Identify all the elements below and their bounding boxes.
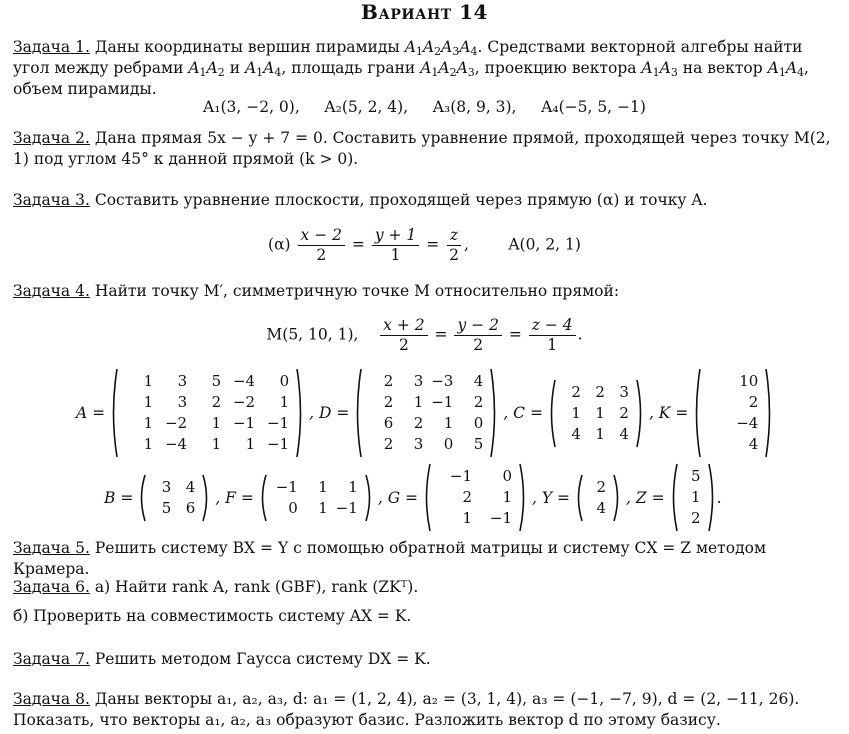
matrix-cell: 2 [383,435,394,453]
matrix-cell: −4 [232,372,256,390]
matrix-d-label: , D = [309,404,350,422]
matrix-cell: 2 [691,509,701,527]
matrix-cell: 4 [185,477,196,496]
task-5 [13,538,841,580]
matrix-cell: 1 [245,435,256,453]
left-paren [547,379,557,448]
matrix-z-label: , Z = [626,488,665,507]
matrices-row-1 [72,368,774,458]
matrix-grid [432,466,518,529]
matrix-cell: 2 [596,477,607,496]
line-alpha-label: (α) [268,235,291,254]
matrix-cell: 3 [177,372,188,390]
matrix-cell: 1 [691,488,701,506]
task-8 [13,689,841,710]
matrix-grid [702,371,764,455]
point-a1: A₁(3, −2, 0), [203,98,300,116]
matrix-cell: 0 [288,498,298,517]
task-1-text-a: Даны координаты вершин пирамиды [94,38,400,56]
matrix-d [353,368,499,458]
matrix-cell: 4 [619,424,629,443]
matrix-cell: 2 [571,382,581,401]
matrix-cell: 1 [211,435,222,453]
matrix-b [137,474,211,522]
matrix-cell: 1 [143,372,154,390]
matrix-cell: 1 [462,509,472,527]
matrix-cell: 3 [161,477,172,496]
matrix-cell: 3 [413,372,424,390]
matrix-cell: 1 [348,477,358,496]
matrix-cell: 5 [161,498,172,517]
task-8-text: Даны векторы a₁, a₂, a₃, d: a₁ = (1, 2, 4), a₂ = (3, 1, 4), a₃ = (−1, −7, 9), d = (2, −11, 26). [94,690,800,708]
matrix-grid [557,382,635,445]
task-1-points [0,98,849,116]
matrix-cell: −1 [449,467,472,485]
matrix-cell: 5 [691,467,701,485]
fraction: $\frac{z}{2}$ [446,226,462,265]
task-1-label: Задача 1. [13,38,90,56]
task-1-text-d: проекцию вектора [484,59,637,77]
matrix-grid [363,371,489,455]
matrix-cell: −4 [164,435,188,453]
matrix-c-label: , C = [503,404,543,422]
task-7 [13,649,841,670]
task-8-b: Показать, что векторы a₁, a₂, a₃ образуют базис. Разложить вектор d по этому базису. [13,711,721,729]
task-6 [13,577,841,598]
matrix-cell: 6 [383,414,394,432]
task-2-text: Дана прямая 5x − y + 7 = 0. Составить уравнение прямой, проходящей через точку M(2, 1) под углом 45° к данной прямой (k > 0). [13,129,831,168]
task-6-text: а) Найти rank A, rank (GBF), rank (ZKᵀ). [94,578,419,596]
matrix-cell: 0 [279,372,290,390]
matrix-cell: 2 [211,393,222,411]
matrix-cell: −1 [489,509,512,527]
matrix-k [692,368,774,458]
matrix-cell: 0 [473,414,484,432]
matrices-row-2 [100,463,722,532]
point-a2: A₂(5, 2, 4), [324,98,409,116]
task-7-label: Задача 7. [13,650,90,668]
left-paren [422,463,432,532]
matrix-cell: 1 [502,488,512,506]
fraction: $\frac{x + 2}{2}$ [380,316,427,355]
matrix-cell: 2 [462,488,472,506]
point-a3: A₃(8, 9, 3), [432,98,517,116]
matrix-grid [584,477,612,519]
left-paren [353,368,363,458]
matrix-grid [119,371,295,455]
matrix-cell: 1 [211,414,222,432]
matrix-cell: 3 [177,393,188,411]
matrix-cell: 1 [279,393,290,411]
matrix-a-label: A = [76,404,106,422]
matrix-cell: 3 [619,382,629,401]
matrix-cell: 2 [383,393,394,411]
task-1-text-f: объем пирамиды. [13,80,157,98]
matrix-cell: 2 [619,403,629,422]
task-4-formula: M(5, 10, 1), $\frac{x + 2}{2}$ = $\frac{y - 2}{2}$ = $\frac{z - 4}{1}$ . [266,316,583,354]
matrix-cell: 1 [595,424,605,443]
task-4 [13,281,841,302]
right-paren [489,368,499,458]
matrix-cell: 2 [383,372,394,390]
task-3-formula: (α) $\frac{x - 2}{2}$ = $\frac{y + 1}{1}$ = $\frac{z}{2}$ , A(0, 2, 1) [268,226,581,264]
matrix-cell: −2 [232,393,256,411]
right-paren [635,379,645,448]
matrix-cell: 1 [143,435,154,453]
matrix-a [109,368,305,458]
matrix-z [669,463,717,532]
task-5-text: Решить систему BX = Y с помощью обратной матрицы и систему CX = Z методом Крамера. [13,539,767,578]
task-2 [13,128,841,170]
matrix-cell: 2 [748,393,759,411]
fraction: $\frac{x - 2}{2}$ [298,226,345,265]
right-paren [201,474,211,522]
left-paren [258,474,268,522]
matrix-cell: 0 [443,435,454,453]
left-paren [574,474,584,522]
matrix-cell: 1 [413,393,424,411]
matrix-y-label: , Y = [532,488,571,507]
matrix-cell: 1 [443,414,454,432]
matrix-cell: −4 [736,414,759,432]
matrix-cell: 6 [185,498,196,517]
right-paren [764,368,774,458]
matrix-cell: 4 [748,435,759,453]
matrix-cell: 1 [318,498,328,517]
matrix-b-label: B = [104,488,134,507]
task-1-text-c: площадь грани [291,59,416,77]
matrix-cell: 3 [413,435,424,453]
matrix-grid [679,466,707,529]
matrix-cell: 10 [739,372,759,390]
task-1-text-b: Средствами векторной алгебры найти угол между ребрами [13,38,803,77]
left-paren [109,368,119,458]
matrix-y [574,474,622,522]
matrix-cell: 2 [595,382,605,401]
matrix-cell: −1 [266,414,290,432]
matrix-g [422,463,528,532]
point-a: A(0, 2, 1) [508,235,581,254]
task-7-text: Решить методом Гаусса систему DX = K. [94,650,431,668]
matrix-cell: −1 [232,414,256,432]
matrix-cell: 2 [413,414,424,432]
task-1: Задача 1. Даны координаты вершин пирамиды $A_1A_2A_3A_4$. Средствами векторной алгебры найти угол между ребрами $A_1A_2$ и $A_1A_4$, площадь грани $A_1A_2A_3$, проекцию вектора $A_1A_3$ на вектор $A_1A_4$, объем пирамиды. [13,38,809,98]
matrix-grid [268,477,364,519]
fraction: $\frac{y + 1}{1}$ [372,226,419,265]
matrix-grid [147,477,201,519]
matrix-cell: −1 [335,498,358,517]
task-4-text: Найти точку M′, симметричную точке M относительно прямой: [94,282,620,300]
matrix-g-label: , G = [377,488,418,507]
task-3 [13,190,841,211]
right-paren [518,463,528,532]
matrix-cell: −1 [266,435,290,453]
matrix-cell: −1 [431,393,454,411]
point-m: M(5, 10, 1), [266,325,359,344]
matrix-f-label: , F = [215,488,254,507]
left-paren [137,474,147,522]
matrix-cell: 5 [473,435,484,453]
matrix-cell: 1 [595,403,605,422]
matrix-cell: −3 [431,372,454,390]
task-1-text-e: на вектор [682,59,763,77]
matrices-end-dot: . [716,488,722,507]
matrix-k-label: , K = [648,404,689,422]
fraction: $\frac{y - 2}{2}$ [454,316,501,355]
matrix-cell: 1 [143,393,154,411]
left-paren [669,463,679,532]
right-paren [707,463,717,532]
right-paren [364,474,374,522]
task-5-label: Задача 5. [13,539,90,557]
task-6-label: Задача 6. [13,578,90,596]
matrix-cell: 4 [473,372,484,390]
matrix-cell: 4 [571,424,581,443]
task-8-label: Задача 8. [13,690,90,708]
matrix-cell: 1 [318,477,328,496]
matrix-c [547,379,645,448]
variant-title: Вариант 14 [361,0,488,24]
matrix-cell: 4 [596,498,607,517]
task-4-label: Задача 4. [13,282,90,300]
matrix-cell: 2 [473,393,484,411]
task-3-label: Задача 3. [13,191,90,209]
left-paren [692,368,702,458]
matrix-cell: −2 [164,414,188,432]
matrix-cell: 1 [571,403,581,422]
task-3-text: Составить уравнение плоскости, проходящей через прямую (α) и точку A. [94,191,708,209]
matrix-cell: 0 [502,467,512,485]
right-paren [295,368,305,458]
point-a4: A₄(−5, 5, −1) [541,98,646,116]
task-2-label: Задача 2. [13,129,90,147]
task-6-b: б) Проверить на совместимость систему AX = K. [13,607,412,625]
right-paren [612,474,622,522]
matrix-cell: 1 [143,414,154,432]
matrix-f [258,474,374,522]
matrix-cell: −1 [275,477,298,496]
fraction: $\frac{z - 4}{1}$ [529,316,576,355]
matrix-cell: 5 [211,372,222,390]
